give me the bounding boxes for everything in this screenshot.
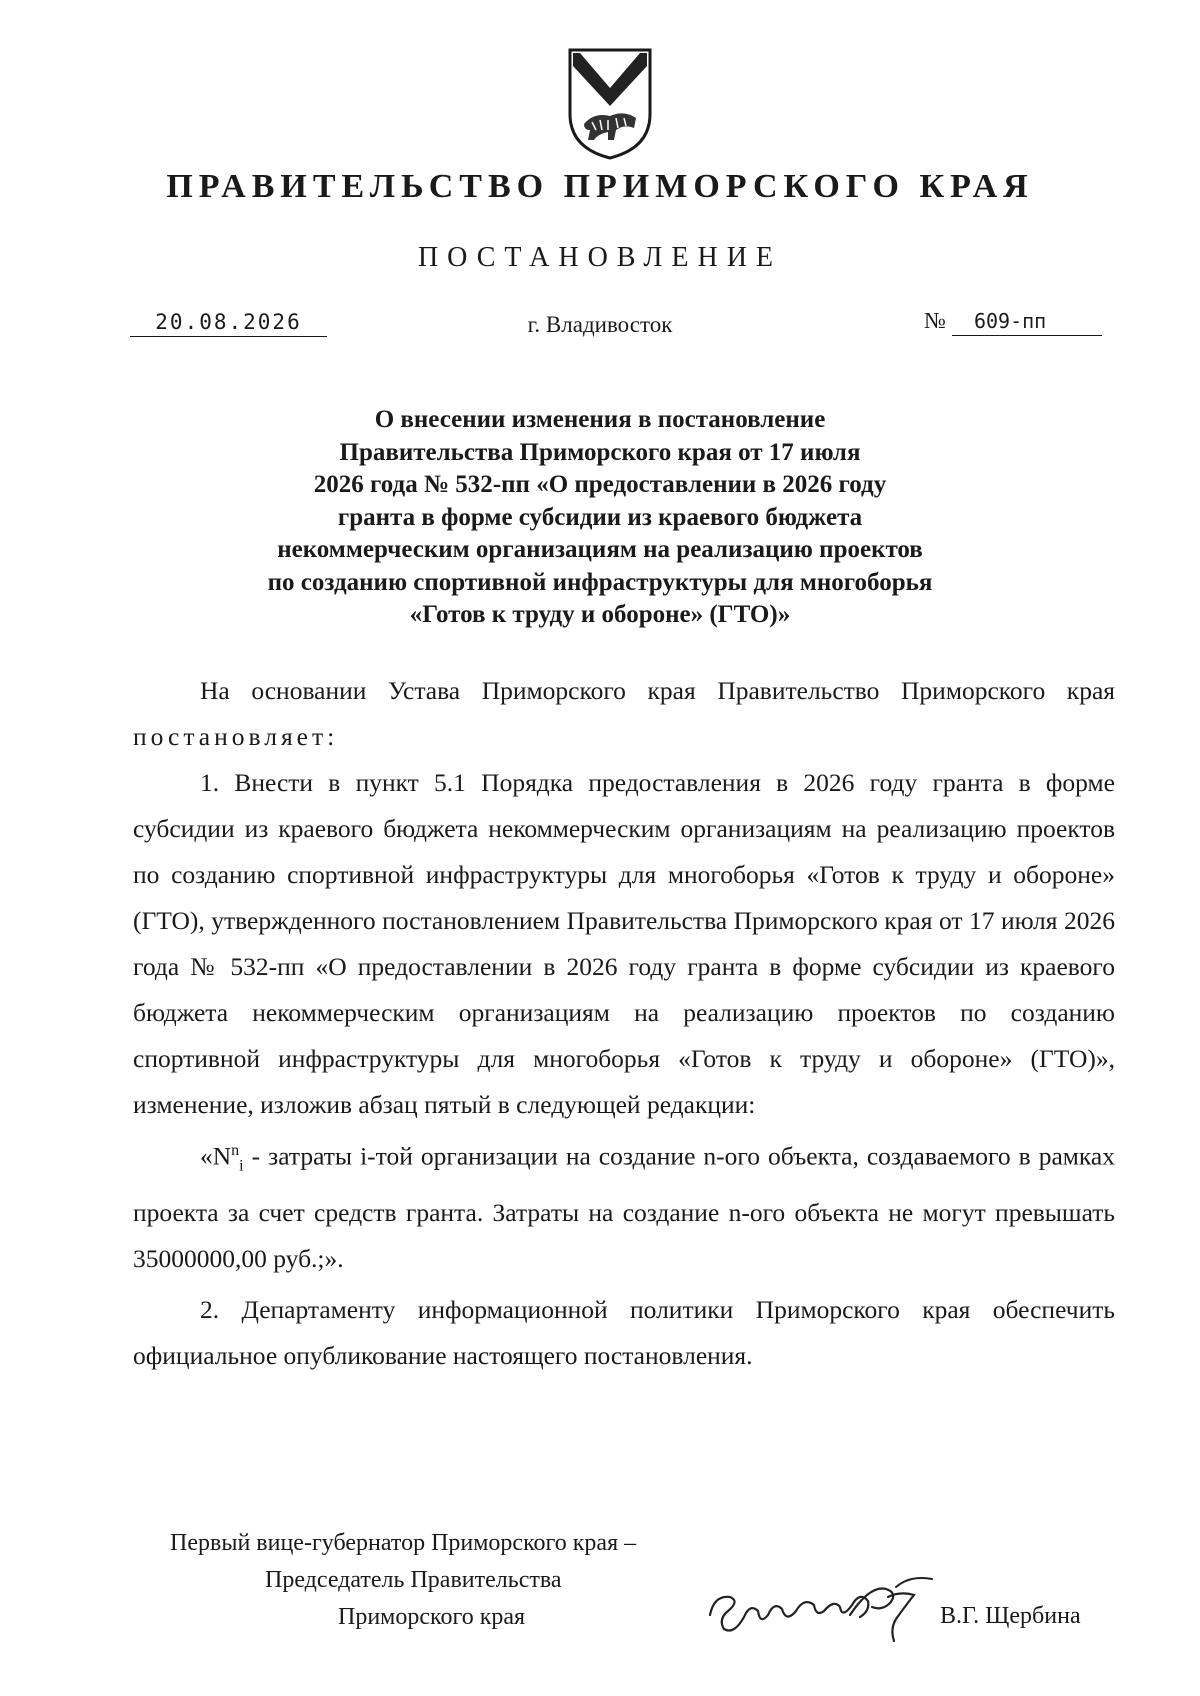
title-line: О внесении изменения в постановление [374, 406, 826, 433]
preamble-text: На основании Устава Приморского края Правительство Приморского края [200, 676, 1115, 705]
title-line: некоммерческим организациям на реализацию проектов [277, 536, 923, 563]
document-city: г. Владивосток [527, 312, 673, 337]
preamble-paragraph [133, 668, 1115, 760]
organization-name: ПРАВИТЕЛЬСТВО ПРИМОРСКОГО КРАЯ [166, 168, 1034, 205]
handwritten-signature [700, 1545, 945, 1655]
signatory-position-line-1: Первый вице-губернатор Приморского края – [170, 1530, 637, 1556]
title-line: «Готов к труду и обороне» (ГТО)» [409, 601, 791, 628]
subscript-i: i [239, 1157, 244, 1175]
quoted-definition-paragraph: «$N^n_i$ - затраты i-той организации на создание n-ого объекта, создаваемого в рамках проекта за счет средств гранта. Затраты на создание n-ого объекта не могут превышать 35000000,00 руб.;». [133, 1141, 1115, 1273]
title-line: по созданию спортивной инфраструктуры для многоборья [267, 568, 933, 596]
document-number [924, 308, 1102, 336]
signatory-position-line-3: Приморского края [338, 1604, 526, 1630]
item-2-paragraph: 2. Департаменту информационной политики Приморского края обеспечить официальное опубликование настоящего постановления. [133, 1294, 1115, 1370]
superscript-n: n [231, 1142, 240, 1159]
item-1-paragraph: 1. Внести в пункт 5.1 Порядка предоставления в 2026 году гранта в форме субсидии из краевого бюджета некоммерческим организациям на реализацию проектов по созданию спортивной инфраструктуры для многоборья «Готов к труду и обороне» (ГТО), утвержденного постановлением Правительства Приморского края от 17 июля 2026 года № 532-пп «О предоставлении в 2026 году гранта в форме субсидии из краевого бюджета некоммерческим организациям на реализацию проектов по созданию спортивной инфраструктуры для многоборья «Готов к труду и обороне» (ГТО)», изменение, изложив абзац пятый в следующей редакции: [133, 768, 1115, 1119]
signatory-name: В.Г. Щербина [940, 1603, 1081, 1629]
number-value: 609-пп [952, 309, 1102, 336]
coat-of-arms-icon [564, 44, 656, 162]
preamble-verb: постановляет: [133, 722, 339, 751]
document-body [133, 668, 1115, 1379]
title-line: гранта в форме субсидии из краевого бюджета [337, 503, 863, 531]
number-sign: № [924, 308, 946, 333]
signatory-position-line-2: Председатель Правительства [265, 1567, 562, 1593]
title-line: Правительства Приморского края от 17 июля [339, 438, 861, 466]
document-title [200, 404, 1000, 632]
title-line: 2026 года № 532-пп «О предоставлении в 2026 году [313, 471, 887, 498]
document-date: 20.08.2026 [130, 310, 327, 337]
document-type: ПОСТАНОВЛЕНИЕ [417, 242, 783, 273]
